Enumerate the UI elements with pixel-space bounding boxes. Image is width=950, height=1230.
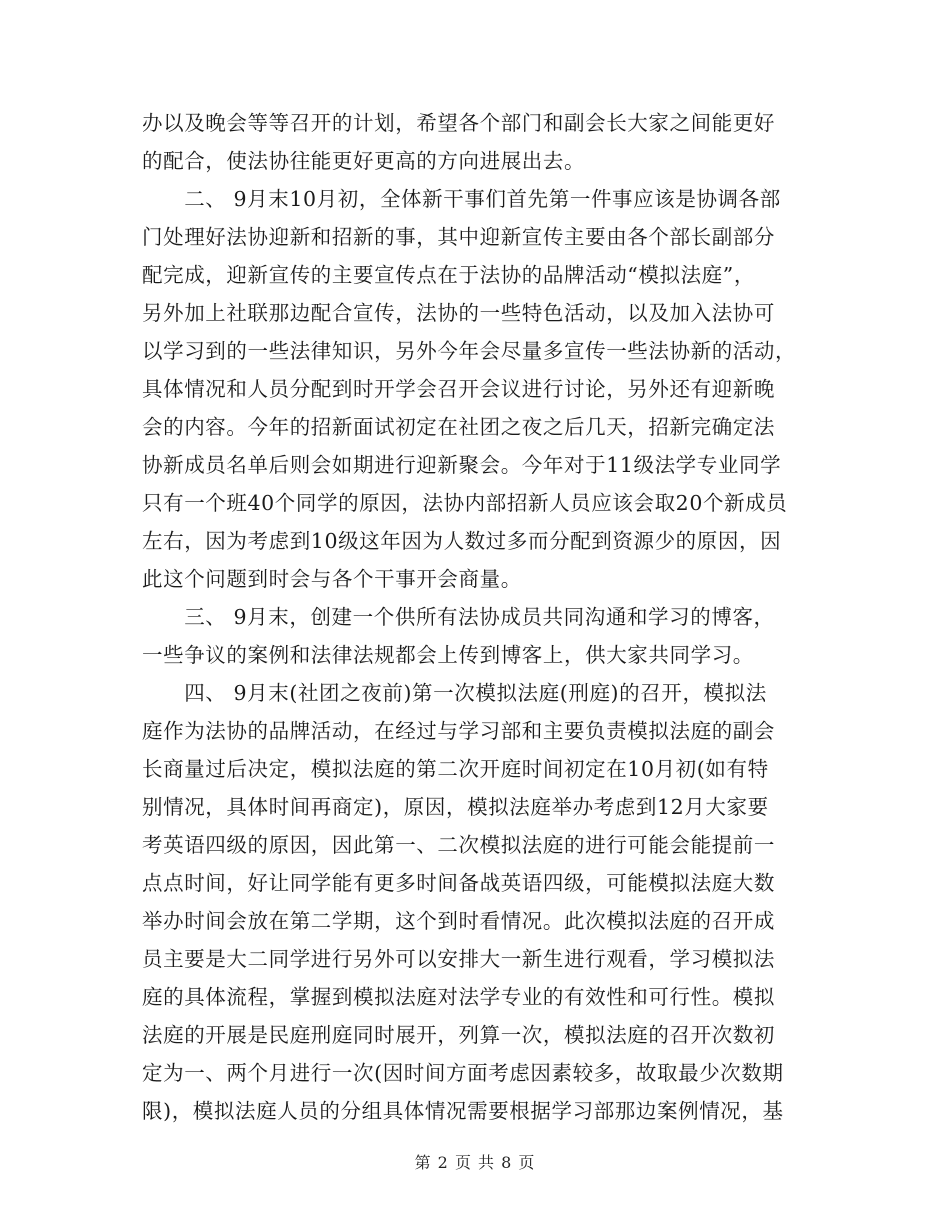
document-body: [142, 104, 812, 1130]
text-line: 三、 9月末，创建一个供所有法协成员共同沟通和学习的博客，: [142, 605, 775, 629]
text-line: 会的内容。今年的招新面试初定在社团之夜之后几天，招新完确定法: [142, 415, 775, 439]
page-number-footer: 第 2 页 共 8 页: [414, 1153, 536, 1172]
text-line: 配完成，迎新宣传的主要宣传点在于法协的品牌活动“模拟法庭”，: [142, 263, 755, 287]
text-line: 协新成员名单后则会如期进行迎新聚会。今年对于11级法学专业同学: [142, 453, 782, 477]
text-line: 长商量过后决定，模拟法庭的第二次开庭时间初定在10月初(如有特: [142, 757, 769, 781]
text-line: 法庭的开展是民庭刑庭同时展开，列算一次，模拟法庭的召开次数初: [142, 1023, 775, 1047]
text-line: 考英语四级的原因，因此第一、二次模拟法庭的进行可能会能提前一: [142, 833, 775, 857]
text-line: 的配合，使法协往能更好更高的方向进展出去。: [142, 149, 586, 173]
text-line: 只有一个班40个同学的原因，法协内部招新人员应该会取20个新成员: [142, 491, 788, 515]
text-line: 点点时间，好让同学能有更多时间备战英语四级，可能模拟法庭大数: [142, 871, 775, 895]
text-line: 别情况，具体时间再商定)，原因，模拟法庭举办考虑到12月大家要: [142, 795, 769, 819]
text-line: 此这个问题到时会与各个干事开会商量。: [142, 567, 522, 591]
text-line: 庭作为法协的品牌活动，在经过与学习部和主要负责模拟法庭的副会: [142, 719, 775, 743]
text-line: 左右，因为考虑到10级这年因为人数过多而分配到资源少的原因，因: [142, 529, 782, 553]
text-line: 限)，模拟法庭人员的分组具体情况需要根据学习部那边案例情况，基: [142, 1099, 784, 1123]
text-line: 另外加上社联那边配合宣传，法协的一些特色活动，以及加入法协可: [142, 301, 775, 325]
text-line: 二、 9月末10月初，全体新干事们首先第一件事应该是协调各部: [142, 187, 781, 211]
text-line: 办以及晚会等等召开的计划，希望各个部门和副会长大家之间能更好: [142, 111, 775, 135]
text-line: 举办时间会放在第二学期，这个到时看情况。此次模拟法庭的召开成: [142, 909, 775, 933]
text-line: 以学习到的一些法律知识，另外今年会尽量多宣传一些法协新的活动，: [142, 339, 797, 363]
text-line: 门处理好法协迎新和招新的事，其中迎新宣传主要由各个部长副部分: [142, 225, 775, 249]
text-line: 一些争议的案例和法律法规都会上传到博客上，供大家共同学习。: [142, 643, 754, 667]
text-line: 员主要是大二同学进行另外可以安排大一新生进行观看，学习模拟法: [142, 947, 775, 971]
text-line: 定为一、两个月进行一次(因时间方面考虑因素较多，故取最少次数期: [142, 1061, 784, 1085]
text-line: 四、 9月末(社团之夜前)第一次模拟法庭(刑庭)的召开，模拟法: [142, 681, 767, 705]
text-line: 具体情况和人员分配到时开学会召开会议进行讨论，另外还有迎新晚: [142, 377, 775, 401]
text-line: 庭的具体流程，掌握到模拟法庭对法学专业的有效性和可行性。模拟: [142, 985, 775, 1009]
